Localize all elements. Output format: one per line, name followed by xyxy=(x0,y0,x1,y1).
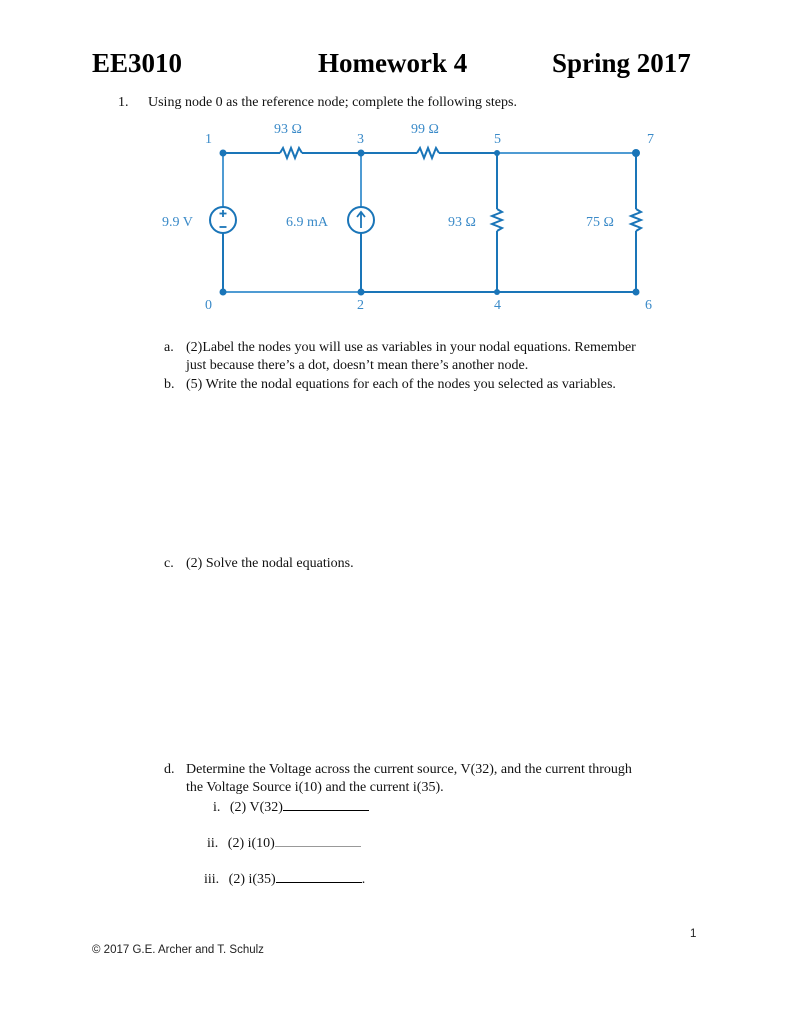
node-dot-4 xyxy=(494,289,500,295)
subpart-ii-text: (2) i(10) xyxy=(227,836,275,851)
node-label-2: 2 xyxy=(357,298,364,313)
node-dot-5 xyxy=(494,150,500,156)
part-a-letter: a. xyxy=(164,340,174,355)
resistor-r76-label: 75 Ω xyxy=(586,215,614,230)
node-label-7: 7 xyxy=(647,132,654,147)
resistor-r13-label: 93 Ω xyxy=(274,122,302,137)
node-label-0: 0 xyxy=(205,298,212,313)
page-number: 1 xyxy=(690,928,697,940)
page-title: Homework 4 xyxy=(318,48,468,78)
subpart-ii-numeral: ii. xyxy=(207,836,219,851)
resistor-r76-symbol xyxy=(631,209,641,231)
subpart-iii: iii. (2) i(35) . xyxy=(204,872,366,887)
term: Spring 2017 xyxy=(552,48,691,78)
part-b-text: (5) Write the nodal equations for each of the nodes you selected as variables. xyxy=(186,377,616,392)
answer-blank-v32[interactable] xyxy=(283,798,369,811)
resistor-r54-label: 93 Ω xyxy=(448,215,476,230)
course-code: EE3010 xyxy=(92,48,183,78)
subpart-iii-text: (2) i(35) xyxy=(228,872,276,887)
part-d-letter: d. xyxy=(164,762,175,777)
subpart-i xyxy=(213,798,369,817)
resistor-r54-symbol xyxy=(492,209,502,231)
node-dot-3 xyxy=(358,150,365,157)
part-d-line1: Determine the Voltage across the current source, V(32), and the current through xyxy=(186,762,632,777)
part-a-line1: (2)Label the nodes you will use as variables in your nodal equations. Remember xyxy=(186,340,636,355)
part-d-line2: the Voltage Source i(10) and the current i(35). xyxy=(186,780,444,795)
part-b-letter: b. xyxy=(164,377,175,392)
node-label-6: 6 xyxy=(645,298,652,313)
subpart-i-text: (2) V(32) xyxy=(229,800,283,815)
subpart-iii-numeral: iii. xyxy=(204,872,220,887)
resistor-r13-symbol xyxy=(280,148,302,158)
node-dot-1 xyxy=(220,150,227,157)
node-dot-6 xyxy=(633,289,640,296)
voltage-source-label: 9.9 V xyxy=(162,215,193,230)
node-dot-2 xyxy=(358,289,365,296)
problem-prompt: Using node 0 as the reference node; complete the following steps. xyxy=(148,95,517,110)
node-label-4: 4 xyxy=(494,298,501,313)
node-dot-0 xyxy=(220,289,227,296)
part-a-line2: just because there’s a dot, doesn’t mean there’s another node. xyxy=(186,358,529,373)
node-label-5: 5 xyxy=(494,132,501,147)
resistor-r35-label: 99 Ω xyxy=(411,122,439,137)
answer-blank-i10[interactable] xyxy=(275,834,361,847)
circuit-diagram xyxy=(0,0,791,330)
subpart-i-numeral: i. xyxy=(213,800,221,815)
problem-number: 1. xyxy=(118,95,129,110)
copyright: © 2017 G.E. Archer and T. Schulz xyxy=(92,944,264,956)
answer-blank-i35[interactable] xyxy=(276,870,362,883)
current-source-label: 6.9 mA xyxy=(286,215,328,230)
part-c-text: (2) Solve the nodal equations. xyxy=(186,556,354,571)
node-label-1: 1 xyxy=(205,132,212,147)
node-dot-7 xyxy=(632,149,640,157)
part-c-letter: c. xyxy=(164,556,174,571)
resistor-r35-symbol xyxy=(417,148,439,158)
subpart-ii xyxy=(207,834,361,853)
node-label-3: 3 xyxy=(357,132,364,147)
